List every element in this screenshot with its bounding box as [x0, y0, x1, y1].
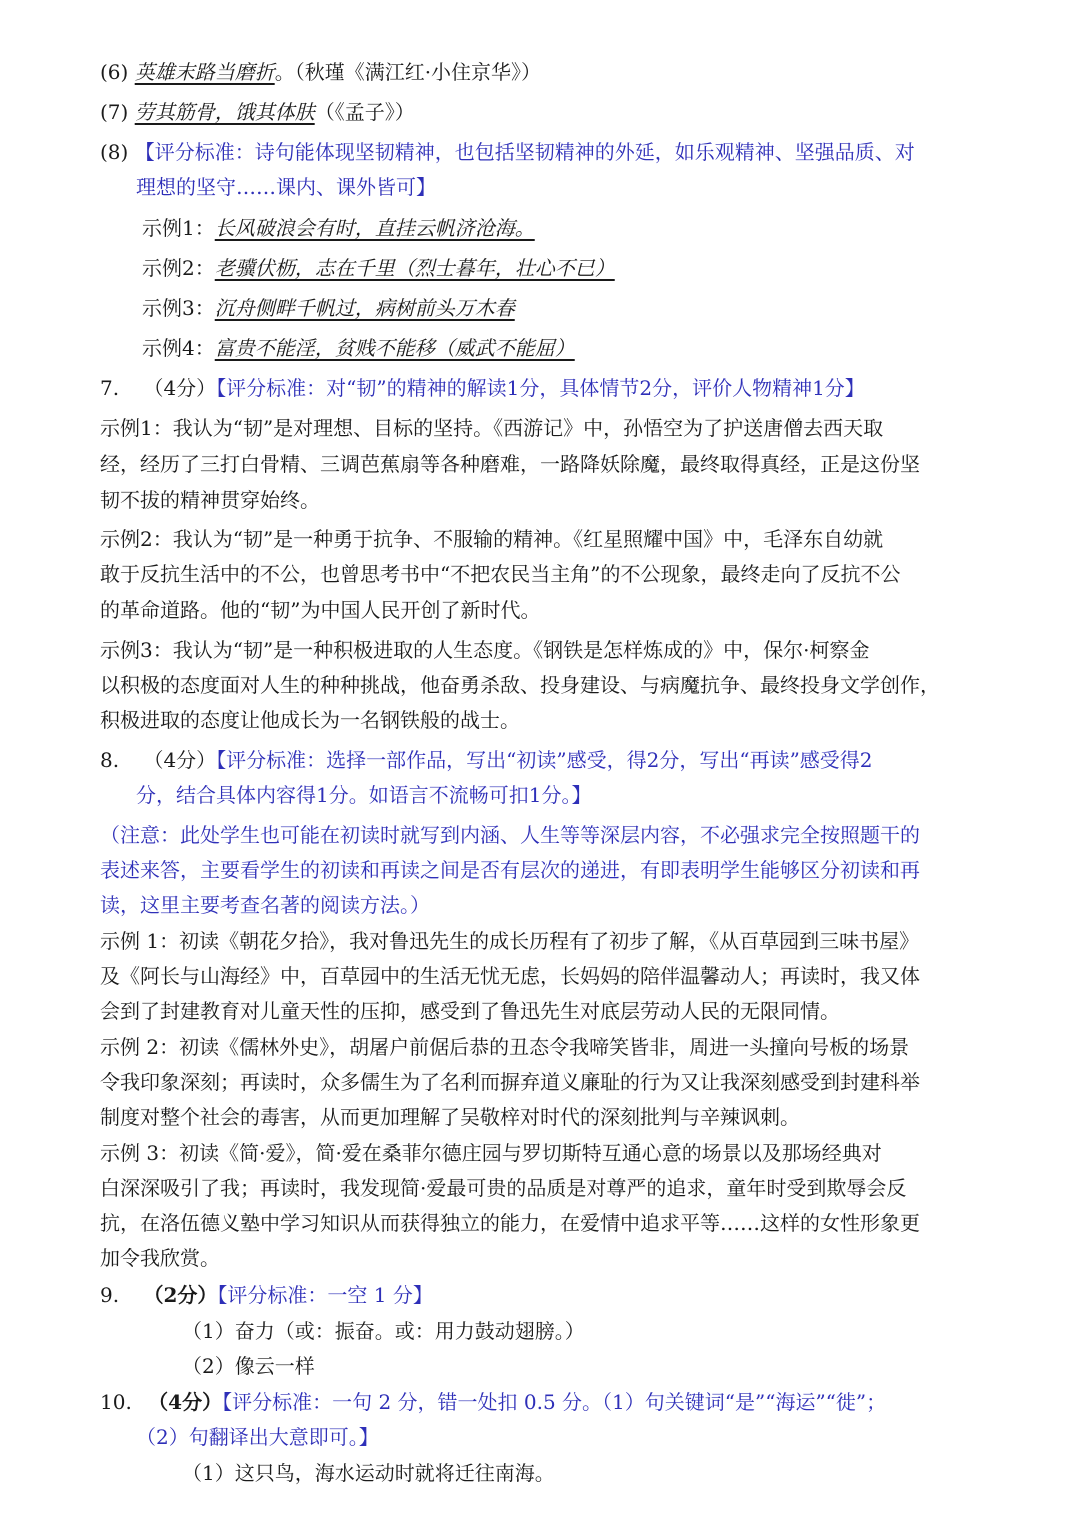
q7-example3-line: 以积极的态度面对人生的种种挑战，他奋勇杀敌、投身建设、与病魔抗争、最终投身文学创作， — [100, 673, 940, 697]
q9-answer-1: （1）奋力（或：振奋。或：用力鼓动翅膀。） — [182, 1319, 585, 1343]
handwritten-answer: 英雄末路当磨折 — [134, 60, 275, 84]
item-number: (6) — [100, 60, 129, 84]
example-text: 沉舟侧畔千帆过，病树前头万木春 — [214, 296, 515, 320]
scoring-criteria: 【评分标准：对“韧”的精神的解读1分，具体情节2分，评价人物精神1分】 — [216, 376, 865, 400]
q7-example3-line: 示例3：我认为“韧”是一种积极进取的人生态度。《钢铁是怎样炼成的》中，保尔·柯察金 — [100, 638, 870, 662]
example-label: 示例4： — [142, 336, 215, 360]
question-score: （4分） — [143, 748, 217, 772]
question-number: 10. — [100, 1390, 132, 1414]
example-row — [142, 251, 615, 285]
handwritten-answer: 劳其筋骨，饿其体肤 — [134, 100, 315, 124]
question-number: 8. — [100, 748, 120, 772]
q8-example3-line: 白深深吸引了我；再读时，我发现简·爱最可贵的品质是对尊严的追求，童年时受到欺辱会反 — [100, 1176, 907, 1200]
item-number: (8) — [100, 140, 129, 164]
q10-answer-1: （1）这只鸟，海水运动时就将迁往南海。 — [182, 1461, 555, 1485]
scoring-criteria: 【评分标准：一句 2 分，错一处扣 0.5 分。（1）句关键词“是”“海运”“徙”； — [222, 1390, 887, 1414]
question-number: 9. — [100, 1283, 120, 1307]
question-score: （2分） — [143, 1283, 218, 1307]
scoring-criteria-cont: 分，结合具体内容得1分。如语言不流畅可扣1分。】 — [136, 783, 592, 807]
example-label: 示例2： — [142, 256, 215, 280]
example-text: 富贵不能淫，贫贱不能移（威武不能屈） — [214, 336, 575, 360]
question-8-header — [100, 743, 873, 777]
q7-example1-line: 经，经历了三打白骨精、三调芭蕉扇等各种磨难，一路降妖除魔，最终取得真经，正是这份坚 — [100, 452, 920, 476]
source-citation: （《孟子》） — [314, 100, 415, 124]
q8-example2-line: 示例 2：初读《儒林外史》，胡屠户前倨后恭的丑态令我啼笑皆非，周进一头撞向号板的场景 — [100, 1035, 910, 1059]
question-score: （4分） — [143, 376, 217, 400]
q8-note-line: 表述来答，主要看学生的初读和再读之间是否有层次的递进，有即表明学生能够区分初读和再 — [100, 858, 920, 882]
scoring-criteria: 【评分标准：选择一部作品，写出“初读”感受，得2分，写出“再读”感受得2 — [216, 748, 873, 772]
q8-note-line: （注意：此处学生也可能在初读时就写到内涵、人生等等深层内容，不必强求完全按照题干的 — [100, 823, 920, 847]
q9-answer-2: （2）像云一样 — [182, 1354, 315, 1378]
q7-example2-line: 示例2：我认为“韧”是一种勇于抗争、不服输的精神。《红星照耀中国》中，毛泽东自幼就 — [100, 527, 884, 551]
example-label: 示例3： — [142, 296, 215, 320]
scoring-criteria-cont: （2）句翻译出大意即可。】 — [136, 1425, 379, 1449]
item-number: (7) — [100, 100, 129, 124]
q7-example1-line: 示例1：我认为“韧”是对理想、目标的坚持。《西游记》中，孙悟空为了护送唐僧去西天取 — [100, 416, 884, 440]
example-row — [142, 211, 535, 245]
q8-example3-line: 抗，在洛伍德义塾中学习知识从而获得独立的能力，在爱情中追求平等……这样的女性形象更 — [100, 1211, 920, 1235]
example-row — [142, 291, 515, 325]
item-7 — [100, 95, 415, 129]
question-10-header — [100, 1385, 886, 1419]
q8-note-line: 读，这里主要考查名著的阅读方法。） — [100, 893, 430, 917]
source-citation: 。（秋瑾《满江红·小住京华》） — [274, 60, 542, 84]
example-row — [142, 331, 575, 365]
q7-example1-line: 韧不拔的精神贯穿始终。 — [100, 488, 320, 512]
scoring-criteria: 【评分标准：诗句能体现坚韧精神，也包括坚韧精神的外延，如乐观精神、坚强品质、对 — [134, 140, 915, 164]
q8-example2-line: 制度对整个社会的毒害，从而更加理解了吴敬梓对时代的深刻批判与辛辣讽刺。 — [100, 1105, 800, 1129]
example-label: 示例1： — [142, 216, 215, 240]
item-6 — [100, 55, 541, 89]
q7-example2-line: 敢于反抗生活中的不公，也曾思考书中“不把农民当主角”的不公现象，最终走向了反抗不公 — [100, 562, 901, 586]
scoring-criteria: 【评分标准：一空 1 分】 — [217, 1283, 433, 1307]
q8-example3-line: 示例 3：初读《简·爱》，简·爱在桑菲尔德庄园与罗切斯特互通心意的场景以及那场经典对 — [100, 1141, 882, 1165]
question-7-header — [100, 371, 865, 405]
q7-example2-line: 的革命道路。他的“韧”为中国人民开创了新时代。 — [100, 598, 541, 622]
question-score: （4分） — [148, 1390, 223, 1414]
question-9-header — [100, 1278, 433, 1312]
q8-example1-line: 会到了封建教育对儿童天性的压抑，感受到了鲁迅先生对底层劳动人民的无限同情。 — [100, 999, 840, 1023]
q8-example2-line: 令我印象深刻；再读时，众多儒生为了名利而摒弃道义廉耻的行为又让我深刻感受到封建科举 — [100, 1070, 920, 1094]
question-number: 7. — [100, 376, 120, 400]
q8-example3-line: 加令我欣赏。 — [100, 1246, 220, 1270]
item-8 — [100, 135, 915, 169]
q7-example3-line: 积极进取的态度让他成长为一名钢铁般的战士。 — [100, 708, 520, 732]
q8-example1-line: 示例 1：初读《朝花夕拾》，我对鲁迅先生的成长历程有了初步了解，《从百草园到三味书屋》 — [100, 929, 920, 953]
example-text: 老骥伏枥，志在千里（烈士暮年，壮心不已） — [214, 256, 615, 280]
q8-example1-line: 及《阿长与山海经》中，百草园中的生活无忧无虑，长妈妈的陪伴温馨动人；再读时，我又体 — [100, 964, 920, 988]
example-text: 长风破浪会有时，直挂云帆济沧海。 — [214, 216, 535, 240]
scoring-criteria-cont: 理想的坚守……课内、课外皆可】 — [136, 175, 436, 199]
